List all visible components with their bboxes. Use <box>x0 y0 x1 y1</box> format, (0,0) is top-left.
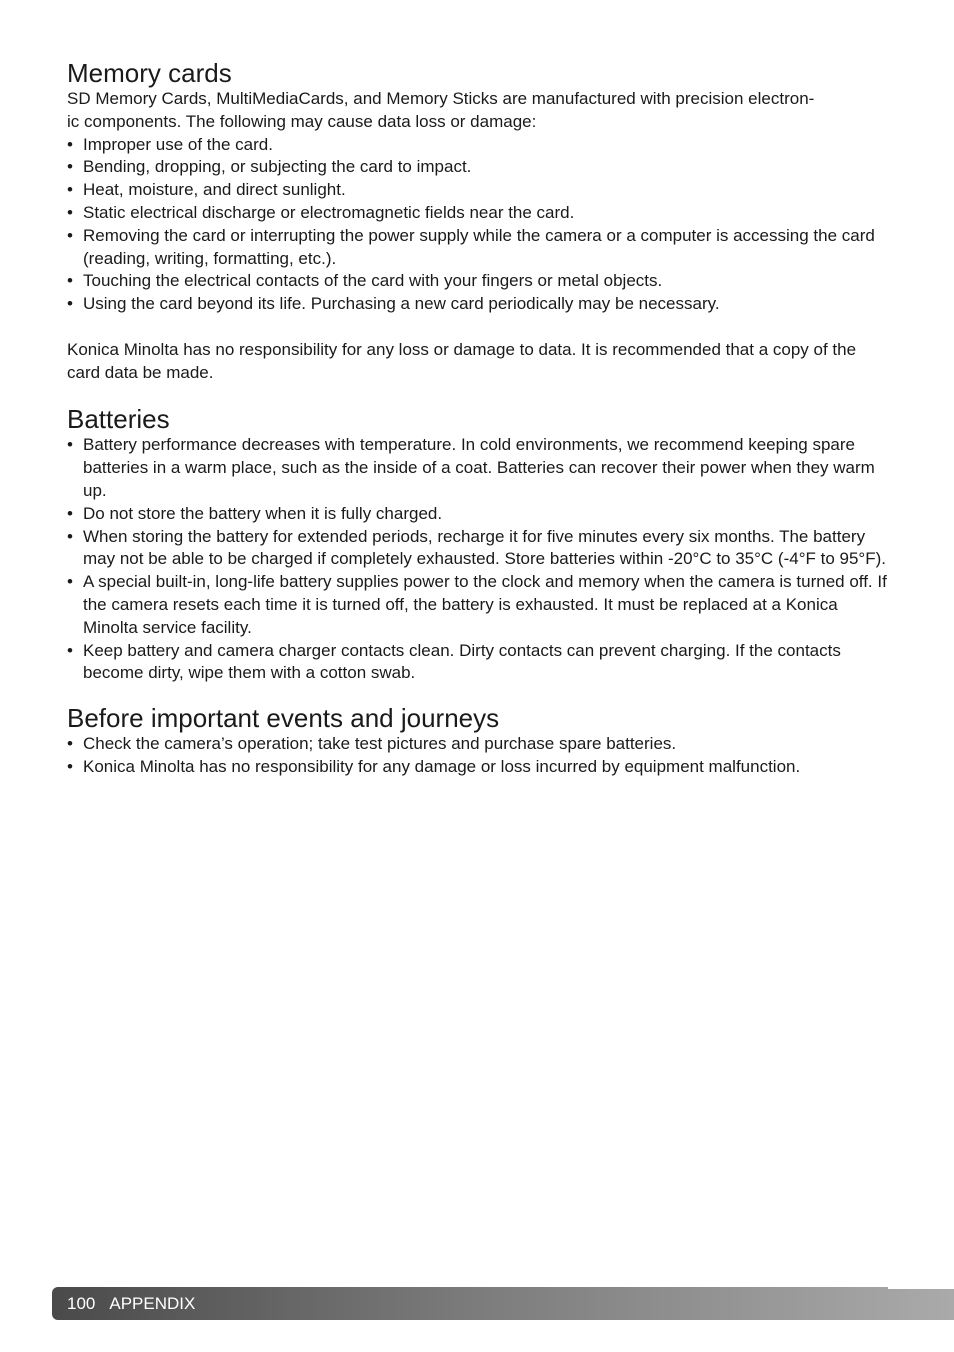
list-item: • Using the card beyond its life. Purchasing a new card periodically may be necessary. <box>67 294 720 314</box>
footer-divider <box>888 1287 954 1289</box>
batteries-list <box>67 434 887 685</box>
list-item: • A special built-in, long-life battery supplies power to the clock and memory when the camera is turned off. If the camera resets each time it is turned off, the battery is exhausted. It must be replaced at a Konica Minolta service facility. <box>67 572 887 637</box>
journeys-section <box>67 703 887 779</box>
list-item: • Do not store the battery when it is fully charged. <box>67 503 443 523</box>
list-item: • When storing the battery for extended periods, recharge it for five minutes every six months. The battery may not be able to be charged if completely exhausted. Store batteries within -20°C to 35°C (-4°F to 95°F). <box>67 526 886 569</box>
list-item: • Battery performance decreases with temperature. In cold environments, we recommend keeping spare batteries in a warm place, such as the inside of a coat. Batteries can recover their power when they warm up. <box>67 435 875 500</box>
memory-cards-intro: SD Memory Cards, MultiMediaCards, and Memory Sticks are manufactured with precision electron- ic components. The following may cause data loss or damage: <box>67 89 815 131</box>
footer-label <box>67 1293 195 1315</box>
memory-cards-list <box>67 134 887 316</box>
batteries-section <box>67 404 887 685</box>
list-item: • Keep battery and camera charger contacts clean. Dirty contacts can prevent charging. If the contacts become dirty, wipe them with a cotton swab. <box>67 640 841 683</box>
page-number: 100 <box>67 1294 96 1313</box>
section-name: APPENDIX <box>109 1294 196 1313</box>
journeys-list <box>67 733 887 779</box>
list-item: • Konica Minolta has no responsibility for any damage or loss incurred by equipment malfunction. <box>67 756 801 776</box>
page-content <box>67 58 887 779</box>
list-item: • Removing the card or interrupting the power supply while the camera or a computer is accessing the card (reading, writing, formatting, etc.). <box>67 225 875 268</box>
list-item: • Touching the electrical contacts of the card with your fingers or metal objects. <box>67 271 663 291</box>
list-item: • Static electrical discharge or electromagnetic fields near the card. <box>67 202 575 222</box>
memory-cards-note: Konica Minolta has no responsibility for any loss or damage to data. It is recommended that a copy of the card data be made. <box>67 339 857 382</box>
memory-cards-heading: Memory cards <box>67 58 232 88</box>
batteries-heading: Batteries <box>67 404 170 435</box>
list-item: • Bending, dropping, or subjecting the card to impact. <box>67 157 472 177</box>
memory-cards-section <box>67 58 887 384</box>
list-item: • Check the camera’s operation; take test pictures and purchase spare batteries. <box>67 734 677 754</box>
list-item: • Improper use of the card. <box>67 134 273 154</box>
list-item: • Heat, moisture, and direct sunlight. <box>67 180 346 200</box>
journeys-heading: Before important events and journeys <box>67 703 500 734</box>
footer-bar <box>52 1287 954 1320</box>
